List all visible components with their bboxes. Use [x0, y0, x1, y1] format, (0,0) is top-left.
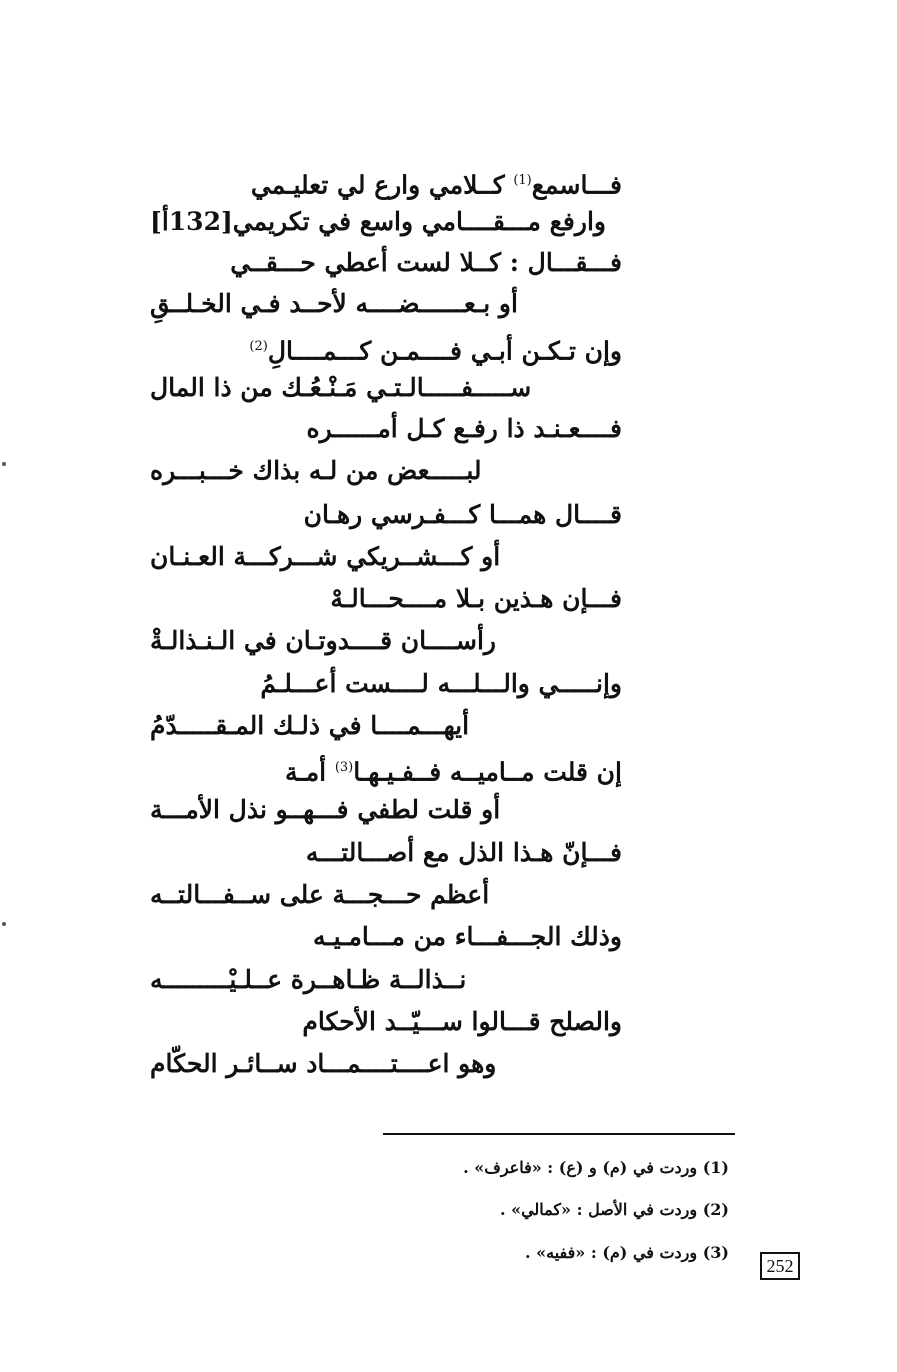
- verse-line-20: [150, 960, 466, 1000]
- verse-line-12: [150, 621, 496, 661]
- verse-line-21: [302, 1002, 622, 1042]
- verse-text: رأســــان قــــدوتـان في الـنـذالـةْ: [150, 626, 497, 655]
- footnote-divider: [383, 1133, 735, 1135]
- verse-text: إن قلت مــاميــه فــفـيـهـا: [353, 757, 622, 787]
- footnote-marker-3: (3): [334, 760, 354, 775]
- verse-line-1: [251, 161, 622, 201]
- verse-text: فــــعـنـد ذا رفـع كـل أمــــــره: [306, 414, 622, 443]
- verse-line-3: [230, 243, 622, 283]
- verse-line-15: [285, 748, 622, 788]
- verse-text: أمـة: [285, 757, 335, 787]
- verse-text: قــــال همـــا كـــفـرسي رهـان: [303, 500, 622, 529]
- verse-line-17: [306, 833, 622, 873]
- verse-line-13: [260, 664, 622, 704]
- verse-line-10: [150, 537, 500, 577]
- verse-line-4: [150, 284, 518, 324]
- verse-text: فـــإن هـذين بـلا مــــحـــالـهْ: [330, 584, 622, 613]
- footnote-3: (3) وردت في (م) : «ففيه» .: [524, 1243, 729, 1262]
- verse-text: ســـــفـــــالـتـي مَـنْـعُـك من ذا المال: [150, 373, 532, 402]
- verse-line-22: [150, 1044, 496, 1084]
- verse-line-8: [150, 451, 482, 491]
- verse-text: نــذالــة ظـاهــرة عــلـيْـــــــــه: [150, 965, 467, 994]
- verse-line-14: [150, 706, 469, 746]
- verse-line-9: [304, 495, 622, 535]
- verse-text: فـــقـــال : كــلا لست أعطي حـــقــي: [230, 248, 622, 277]
- verse-text: وذلك الجـــفـــاء من مـــامـيـه: [312, 922, 622, 951]
- verse-text: وإن تـكـن أبـي فــــمـن كـــمــــالِ: [267, 336, 622, 366]
- verse-line-16: [150, 790, 500, 830]
- verse-text: فـــإنّ هـذا الذل مع أصـــالتـــه: [305, 838, 622, 867]
- verse-text: وإنـــــي والـــلـــه لــــست أعـــلـمُ: [260, 669, 622, 698]
- verse-line-2: [150, 202, 606, 242]
- verse-line-19: [313, 917, 622, 957]
- verse-text: أو قلت لطفي فـــهــو نذل الأمـــة: [150, 795, 501, 824]
- scan-speck: [2, 922, 6, 926]
- verse-line-5: [249, 327, 622, 367]
- verse-text: أو كـــشــريكي شـــركـــة العـنـان: [150, 542, 501, 571]
- verse-text: فـــاسمع: [531, 170, 622, 200]
- footnote-marker-2: (2): [249, 339, 268, 354]
- verse-text: والصلح قـــالوا ســـيّــد الأحكام: [302, 1007, 622, 1036]
- scan-speck: [2, 462, 6, 466]
- footnote-1: (1) وردت في (م) و (ع) : «فاعرف» .: [463, 1158, 729, 1177]
- verse-text: أو بـعــــــضــــه لأحــد فـي الخـلــقِ: [150, 289, 518, 318]
- footnote-2: (2) وردت في الأصل : «كمالي» .: [499, 1200, 729, 1219]
- verse-line-7: [306, 409, 622, 449]
- verse-line-18: [150, 875, 489, 915]
- verse-text: أيهـــمــــا في ذلـك المـقـــــدّمُ: [150, 711, 470, 740]
- verse-text: أعظم حـــجـــة على ســفـــالتــه: [150, 880, 490, 909]
- page-number: 252: [760, 1252, 800, 1280]
- verse-text: لبـــــعض من لـه بذاك خـــبـــره: [150, 456, 482, 485]
- verse-line-6: [150, 368, 531, 408]
- verse-line-11: [330, 579, 622, 619]
- verse-text: كــلامي وارع لي تعليـمي: [250, 170, 514, 200]
- verse-text: وهو اعــــتــــمـــاد ســائـر الحكّام: [150, 1049, 497, 1078]
- verse-text: وارفع مـــقــــامي واسع في تكريمي[132أ]: [150, 207, 606, 236]
- footnote-marker-1: (1): [513, 173, 532, 188]
